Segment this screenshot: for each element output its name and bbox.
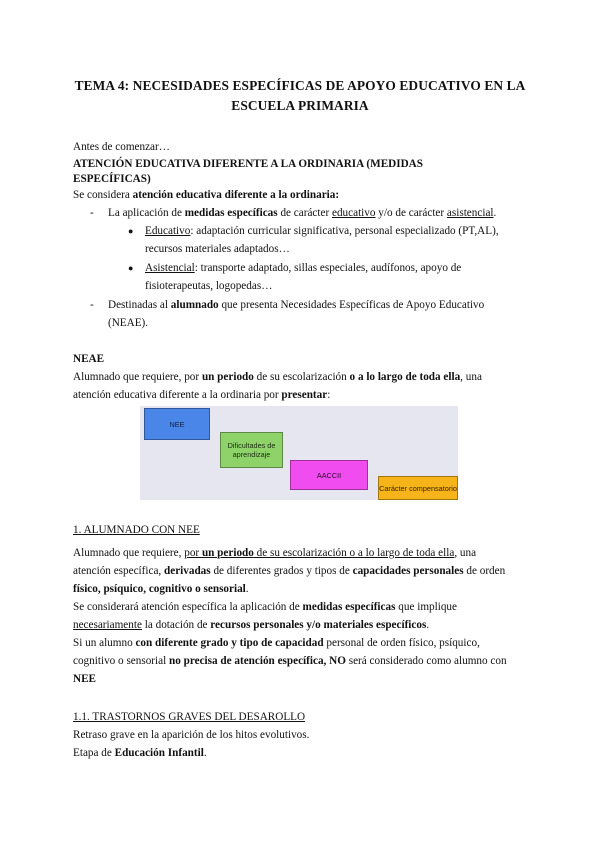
title-line-1: TEMA 4: NECESIDADES ESPECÍFICAS DE APOYO EDUCATIVO EN LA xyxy=(74,78,526,93)
text-run-underline: Educativo xyxy=(145,225,191,237)
diagram-box-aaccii: AACCII xyxy=(290,460,368,490)
text-run-bold: Educación Infantil xyxy=(114,747,204,759)
paragraph-nee-line-7 xyxy=(73,654,507,668)
text-run: , una xyxy=(454,547,477,559)
heading-alumnado-nee: 1. ALUMNADO CON NEE xyxy=(73,524,200,536)
paragraph-nee-line-2 xyxy=(73,564,505,578)
bullet-icon: ● xyxy=(128,226,134,236)
text-run: Si un alumno xyxy=(73,637,136,649)
heading-atencion-line-1: ATENCIÓN EDUCATIVA DIFERENTE A LA ORDINARIA (MEDIDAS xyxy=(73,158,423,170)
paragraph-neae-line-1 xyxy=(73,370,482,384)
diagram-box-nee: NEE xyxy=(144,408,210,440)
list-item-destinadas-line-2: (NEAE). xyxy=(108,317,149,329)
text-run-bold-underline: un periodo xyxy=(201,547,254,559)
text-run: La aplicación de xyxy=(108,207,185,219)
text-run: de su escolarización xyxy=(253,371,350,383)
paragraph-trastornos-line-1: Retraso grave en la aparición de los hitos evolutivos. xyxy=(73,729,310,741)
text-run: cognitivo o sensorial xyxy=(73,655,170,667)
document-title xyxy=(60,76,540,116)
text-run: . xyxy=(426,619,430,631)
text-run: Destinadas al xyxy=(108,299,171,311)
text-run: de orden xyxy=(463,565,506,577)
text-run: de carácter xyxy=(277,207,332,219)
text-run: atención específica, xyxy=(73,565,165,577)
intro-text: Antes de comenzar… xyxy=(73,141,170,153)
paragraph-nee-line-1 xyxy=(73,546,476,560)
text-run-bold: un periodo xyxy=(201,371,254,383)
text-run: : transporte adaptado, sillas especiales, audífonos, apoyo de xyxy=(194,262,462,274)
title-line-2: ESCUELA PRIMARIA xyxy=(231,98,369,113)
text-run-bold: físico, psíquico, cognitivo o sensorial xyxy=(73,583,246,595)
text-run: Etapa de xyxy=(73,747,115,759)
sub-item-educativo-line-2: recursos materiales adaptados… xyxy=(145,243,290,255)
text-run: , una xyxy=(460,371,482,383)
diagram-box-dificultades: Dificultades de aprendizaje xyxy=(220,432,283,468)
paragraph-considera xyxy=(73,188,339,202)
text-run-bold: presentar xyxy=(281,389,328,401)
text-run: personal de orden físico, psíquico, xyxy=(323,637,480,649)
text-run: de diferentes grados y tipos de xyxy=(210,565,353,577)
text-run: y/o de carácter xyxy=(375,207,447,219)
text-run: : adaptación curricular significativa, personal especializado (PT,AL), xyxy=(190,225,499,237)
paragraph-trastornos-line-2 xyxy=(73,746,207,760)
text-run: Alumnado que requiere, por xyxy=(73,371,202,383)
text-run-underline: de su escolarización o a lo largo de toda ella xyxy=(253,547,455,559)
diagram-box-compensatorio: Carácter compensatorio xyxy=(378,476,458,500)
sub-item-educativo xyxy=(145,224,499,238)
sub-item-asistencial-line-2: fisioterapeutas, logopedas… xyxy=(145,280,273,292)
text-run-bold: capacidades personales xyxy=(352,565,464,577)
text-run-bold: atención educativa diferente a la ordinaria: xyxy=(132,189,340,201)
text-run-bold: medidas específicas xyxy=(184,207,278,219)
heading-trastornos: 1.1. TRASTORNOS GRAVES DEL DESAROLLO xyxy=(73,711,306,723)
paragraph-nee-line-3 xyxy=(73,582,249,596)
text-run: . xyxy=(493,207,497,219)
list-dash: - xyxy=(90,299,94,311)
list-item-destinadas xyxy=(108,298,484,312)
text-run-underline: necesariamente xyxy=(73,619,142,631)
sub-item-asistencial xyxy=(145,261,461,275)
text-run: la dotación de xyxy=(141,619,211,631)
list-item-medidas xyxy=(108,206,496,220)
text-run-bold: con diferente grado y tipo de capacidad xyxy=(135,637,324,649)
text-run: atención educativa diferente a la ordinaria por xyxy=(73,389,282,401)
paragraph-nee-line-8: NEE xyxy=(73,673,97,685)
text-run: : xyxy=(327,389,331,401)
text-run: . xyxy=(245,583,249,595)
text-run-bold: recursos personales y/o materiales específicos xyxy=(210,619,427,631)
text-run: será considerado como alumno con xyxy=(345,655,507,667)
text-run-bold: medidas específicas xyxy=(302,601,396,613)
paragraph-nee-line-6 xyxy=(73,636,480,650)
text-run: . xyxy=(203,747,207,759)
heading-neae: NEAE xyxy=(73,353,105,365)
text-run: que implique xyxy=(395,601,457,613)
bullet-icon: ● xyxy=(128,263,134,273)
text-run-underline: Asistencial xyxy=(145,262,195,274)
text-run-bold: derivadas xyxy=(164,565,211,577)
text-run-underline: educativo xyxy=(331,207,376,219)
text-run: Se considera xyxy=(73,189,133,201)
text-run-bold: alumnado xyxy=(170,299,219,311)
paragraph-neae-line-2 xyxy=(73,388,330,402)
text-run-bold: o a lo largo de toda ella xyxy=(349,371,461,383)
list-dash: - xyxy=(90,207,94,219)
text-run: Se considerará atención específica la aplicación de xyxy=(73,601,303,613)
text-run-underline: asistencial xyxy=(446,207,494,219)
text-run-bold: no precisa de atención específica, NO xyxy=(169,655,346,667)
text-run: que presenta Necesidades Específicas de Apoyo Educativo xyxy=(218,299,485,311)
paragraph-nee-line-5 xyxy=(73,618,429,632)
text-run: Alumnado que requiere, xyxy=(73,547,185,559)
heading-atencion-line-2: ESPECÍFICAS) xyxy=(73,173,151,185)
text-run-underline: por xyxy=(184,547,202,559)
paragraph-nee-line-4 xyxy=(73,600,457,614)
